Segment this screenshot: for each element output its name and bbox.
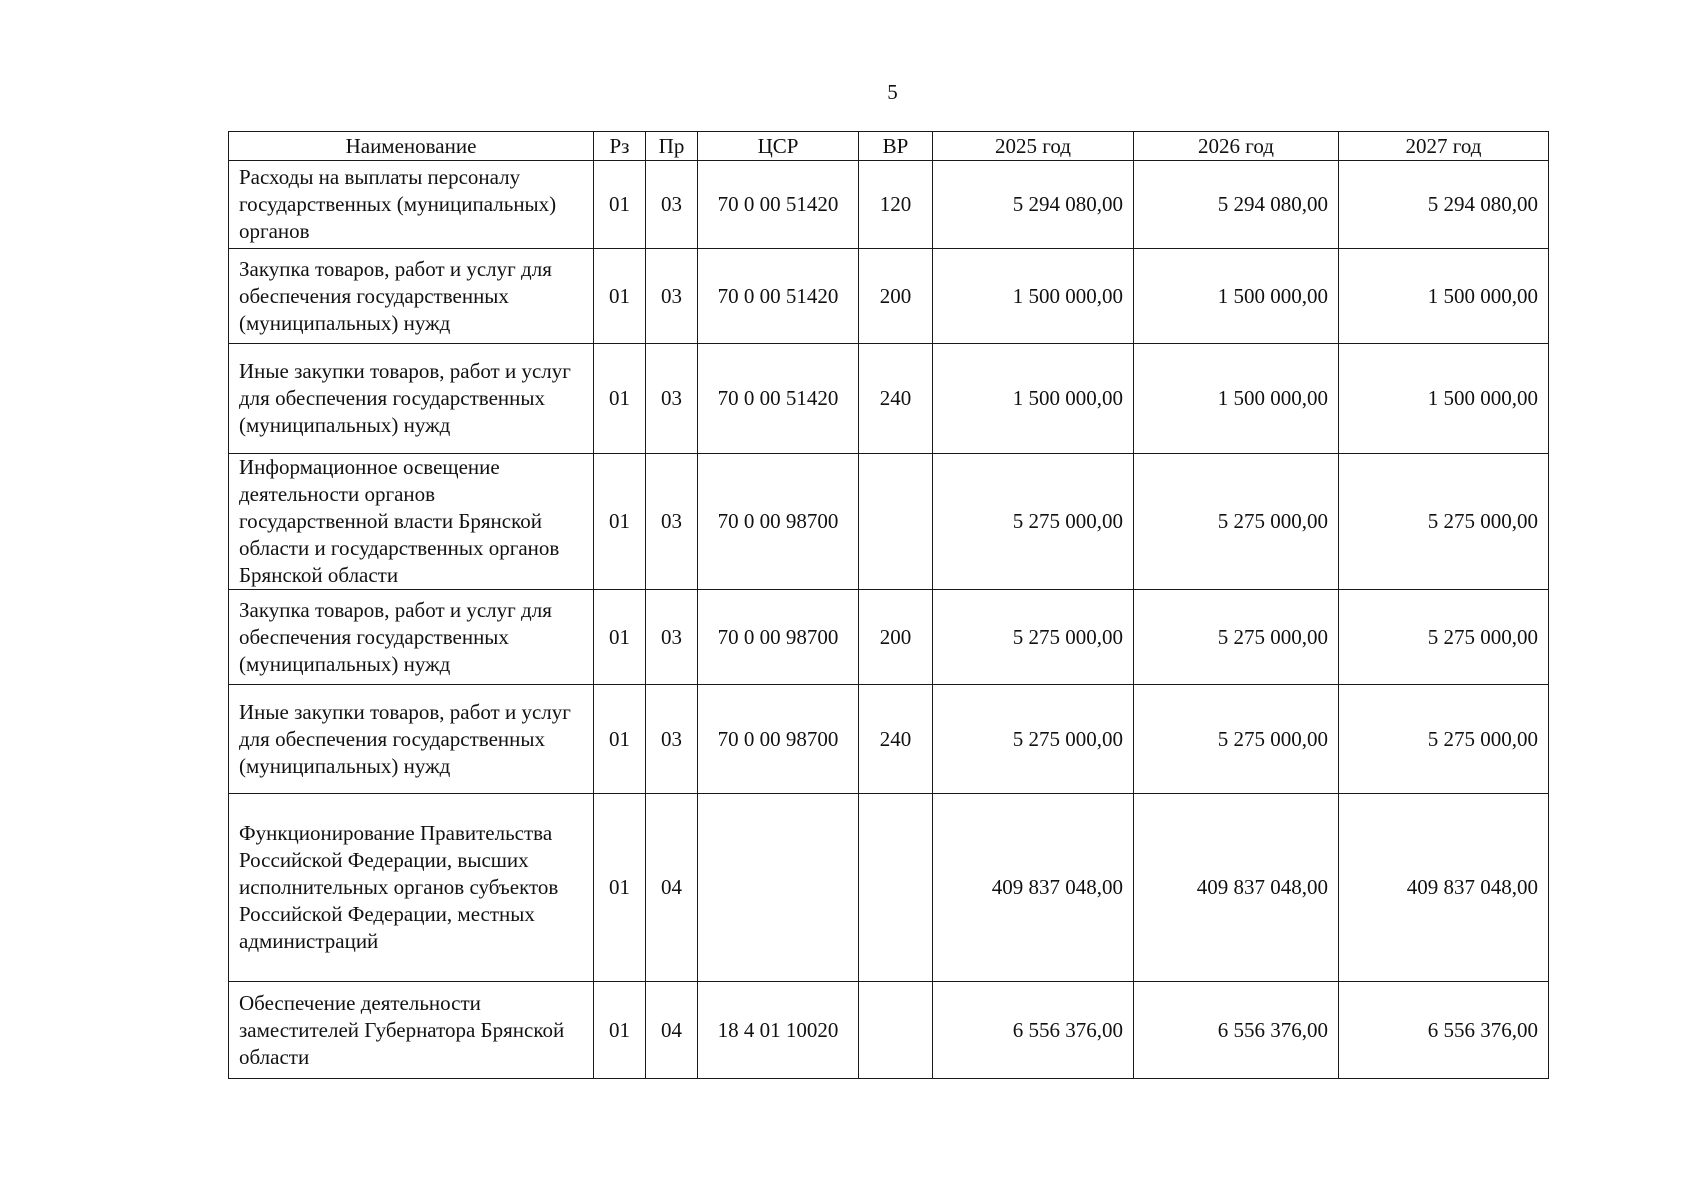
row-2026: 6 556 376,00 (1134, 982, 1339, 1079)
row-vr: 200 (859, 249, 933, 344)
row-pr: 04 (646, 794, 698, 982)
row-csr (698, 794, 859, 982)
budget-table (228, 131, 1549, 1079)
row-2027: 1 500 000,00 (1339, 249, 1549, 344)
row-2026: 5 275 000,00 (1134, 685, 1339, 794)
row-rz: 01 (594, 249, 646, 344)
table-row (229, 454, 1549, 590)
row-rz: 01 (594, 454, 646, 590)
budget-table-container (228, 131, 1549, 1079)
row-2026: 1 500 000,00 (1134, 249, 1339, 344)
header-rz: Рз (594, 132, 646, 161)
row-2025: 1 500 000,00 (933, 249, 1134, 344)
row-2025: 6 556 376,00 (933, 982, 1134, 1079)
row-vr: 200 (859, 590, 933, 685)
row-vr: 240 (859, 344, 933, 454)
row-name: Закупка товаров, работ и услуг для обеспечения государственных (муниципальных) нужд (229, 590, 594, 685)
row-2026: 1 500 000,00 (1134, 344, 1339, 454)
row-2027: 5 275 000,00 (1339, 685, 1549, 794)
row-name: Обеспечение деятельности заместителей Губернатора Брянской области (229, 982, 594, 1079)
row-name: Иные закупки товаров, работ и услуг для обеспечения государственных (муниципальных) нужд (229, 344, 594, 454)
row-name: Закупка товаров, работ и услуг для обеспечения государственных (муниципальных) нужд (229, 249, 594, 344)
row-2025: 5 275 000,00 (933, 454, 1134, 590)
table-row (229, 344, 1549, 454)
row-2025: 5 275 000,00 (933, 590, 1134, 685)
row-pr: 03 (646, 590, 698, 685)
row-csr: 18 4 01 10020 (698, 982, 859, 1079)
header-csr: ЦСР (698, 132, 859, 161)
row-name: Иные закупки товаров, работ и услуг для обеспечения государственных (муниципальных) нужд (229, 685, 594, 794)
row-vr (859, 454, 933, 590)
table-row (229, 590, 1549, 685)
table-row (229, 161, 1549, 249)
table-row (229, 794, 1549, 982)
table-row (229, 982, 1549, 1079)
row-2025: 5 294 080,00 (933, 161, 1134, 249)
header-pr: Пр (646, 132, 698, 161)
row-pr: 03 (646, 344, 698, 454)
row-2027: 6 556 376,00 (1339, 982, 1549, 1079)
row-csr: 70 0 00 98700 (698, 454, 859, 590)
row-name: Информационное освещение деятельности органов государственной власти Брянской области и государственных органов Брянской области (229, 454, 594, 590)
row-csr: 70 0 00 51420 (698, 344, 859, 454)
row-name: Функционирование Правительства Российской Федерации, высших исполнительных органов субъектов Российской Федерации, местных администраций (229, 794, 594, 982)
header-vr: ВР (859, 132, 933, 161)
row-vr (859, 982, 933, 1079)
row-pr: 03 (646, 454, 698, 590)
header-name: Наименование (229, 132, 594, 161)
row-rz: 01 (594, 982, 646, 1079)
row-csr: 70 0 00 98700 (698, 685, 859, 794)
row-pr: 03 (646, 161, 698, 249)
row-2027: 5 275 000,00 (1339, 454, 1549, 590)
row-vr: 240 (859, 685, 933, 794)
row-2026: 409 837 048,00 (1134, 794, 1339, 982)
page-number: 5 (887, 80, 898, 104)
table-header-row (229, 132, 1549, 161)
row-2025: 409 837 048,00 (933, 794, 1134, 982)
row-2027: 1 500 000,00 (1339, 344, 1549, 454)
row-pr: 04 (646, 982, 698, 1079)
row-rz: 01 (594, 590, 646, 685)
row-2025: 1 500 000,00 (933, 344, 1134, 454)
row-csr: 70 0 00 98700 (698, 590, 859, 685)
header-2025: 2025 год (933, 132, 1134, 161)
row-2027: 5 294 080,00 (1339, 161, 1549, 249)
table-row (229, 685, 1549, 794)
header-2026: 2026 год (1134, 132, 1339, 161)
row-rz: 01 (594, 794, 646, 982)
row-2026: 5 275 000,00 (1134, 590, 1339, 685)
table-row (229, 249, 1549, 344)
row-2026: 5 294 080,00 (1134, 161, 1339, 249)
row-vr (859, 794, 933, 982)
row-rz: 01 (594, 685, 646, 794)
row-2027: 409 837 048,00 (1339, 794, 1549, 982)
row-2027: 5 275 000,00 (1339, 590, 1549, 685)
row-csr: 70 0 00 51420 (698, 249, 859, 344)
row-pr: 03 (646, 249, 698, 344)
row-pr: 03 (646, 685, 698, 794)
row-name: Расходы на выплаты персоналу государственных (муниципальных) органов (229, 161, 594, 249)
row-vr: 120 (859, 161, 933, 249)
header-2027: 2027 год (1339, 132, 1549, 161)
row-csr: 70 0 00 51420 (698, 161, 859, 249)
row-rz: 01 (594, 344, 646, 454)
row-2026: 5 275 000,00 (1134, 454, 1339, 590)
row-rz: 01 (594, 161, 646, 249)
row-2025: 5 275 000,00 (933, 685, 1134, 794)
